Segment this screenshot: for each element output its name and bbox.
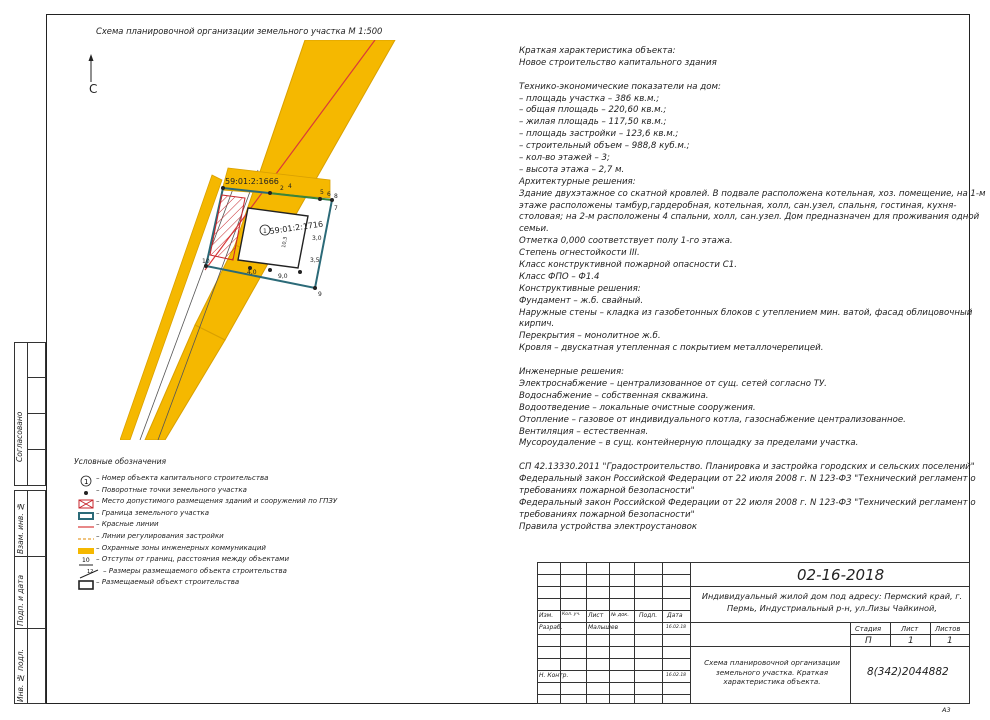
- legend-item: – Поворотные точки земельного участка: [96, 485, 247, 494]
- description-line: требованиях пожарной безопасности": [519, 509, 695, 520]
- description-line: Архитектурные решения:: [519, 176, 636, 187]
- hdr-izm: Изм.: [539, 612, 554, 619]
- doc-code: 02-16-2018: [797, 566, 885, 584]
- svg-text:1: 1: [84, 478, 89, 486]
- svg-text:5: 5: [320, 189, 324, 196]
- list-value: 1: [908, 636, 914, 646]
- svg-text:59:01:2:1666: 59:01:2:1666: [225, 177, 279, 186]
- hdr-kol: Кол. уч.: [562, 612, 581, 617]
- phone: 8(342)2044882: [867, 666, 949, 678]
- building-object-icon: [78, 576, 94, 595]
- svg-text:4,0: 4,0: [247, 269, 257, 276]
- description-line: Правила устройства электроустановок: [519, 521, 698, 532]
- svg-text:6: 6: [327, 191, 331, 198]
- listov-header: Листов: [935, 625, 961, 633]
- object-description: [519, 46, 986, 534]
- hdr-list: Лист: [588, 612, 604, 619]
- description-line: Инженерные решения:: [519, 367, 625, 378]
- description-line: Класс конструктивной пожарной опасности С1.: [519, 260, 737, 271]
- listov-value: 1: [947, 636, 953, 646]
- razrab-date: 16.02.18: [666, 625, 687, 630]
- description-line: Новое строительство капитального здания: [519, 57, 717, 68]
- description-line: Электроснабжение – централизованное от сущ. сетей согласно ТУ.: [519, 378, 827, 389]
- hdr-data: Дата: [667, 612, 683, 619]
- object-address: Индивидуальный жилой дом под адресу: Пермский край, г. Пермь, Индустриальный р-н, ул.Лизы Чайкиной,: [701, 591, 963, 613]
- nkontr-date: 16.02.18: [666, 673, 687, 678]
- description-line: Краткая характеристика объекта:: [519, 46, 676, 56]
- description-line: Вентиляция – естественная.: [519, 426, 649, 437]
- north-arrow-icon: [86, 54, 96, 84]
- description-line: Конструктивные решения:: [519, 283, 641, 294]
- svg-text:4: 4: [288, 183, 292, 190]
- description-line: Технико-экономические показатели на дом:: [519, 81, 721, 92]
- svg-text:7: 7: [334, 205, 338, 212]
- description-line: – жилая площадь – 117,50 кв.м.;: [519, 117, 667, 128]
- description-line: семьи.: [519, 224, 549, 235]
- description-line: – общая площадь – 220,60 кв.м.;: [519, 105, 667, 116]
- approval-column: [14, 342, 46, 704]
- svg-text:9: 9: [318, 291, 322, 298]
- legend-item: – Красные линии: [96, 520, 159, 529]
- description-line: столовая; на 2-м расположены 4 спальни, холл, сан.узел. Дом предназначен для проживания одной: [519, 212, 980, 223]
- description-line: [519, 70, 959, 82]
- building: [238, 208, 308, 268]
- svg-text:10: 10: [202, 258, 210, 265]
- description-line: Класс ФПО – Ф1.4: [519, 271, 600, 282]
- sheet-title: Схема планировочной организации земельного участка. Краткая характеристика объекта.: [704, 658, 840, 687]
- description-line: Кровля – двускатная утепленная с покрытием металлочерепицей.: [519, 343, 824, 354]
- description-line: – кол-во этажей – 3;: [519, 153, 610, 164]
- description-line: Здание двухэтажное со скатной кровлей. В подвале расположена котельная, хоз. помещение, на 1-м: [519, 188, 986, 199]
- svg-text:3,5: 3,5: [310, 257, 320, 264]
- stage-value: П: [865, 636, 872, 646]
- svg-text:3,0: 3,0: [312, 235, 322, 242]
- description-line: кирпич.: [519, 319, 555, 330]
- legend-item: – Охранные зоны инженерных коммуникаций: [96, 543, 266, 552]
- description-line: СП 42.13330.2011 "Градостроительство. Планировка и застройка городских и сельских поселений": [519, 462, 975, 473]
- svg-text:9,0: 9,0: [278, 273, 288, 280]
- legend-item: – Номер объекта капитального строительства: [96, 474, 269, 482]
- svg-text:8: 8: [334, 193, 338, 200]
- razrab-name: Малышев: [588, 624, 619, 631]
- description-line: этаже расположены тамбур,гардеробная, котельная, холл, сан.узел, спальня, гостиная, кухня-: [519, 200, 957, 211]
- stage-header: Стадия: [855, 625, 882, 633]
- legend-item: – Размеры размещаемого объекта строительства: [103, 566, 287, 575]
- description-line: – строительный объем – 988,8 куб.м.;: [519, 141, 690, 152]
- svg-text:59:01:2:1716: 59:01:2:1716: [269, 219, 324, 236]
- list-header: Лист: [901, 625, 919, 633]
- legend-item: – Размещаемый объект строительства: [96, 578, 240, 587]
- svg-text:10,3: 10,3: [281, 236, 289, 249]
- legend-item: – Линии регулирования застройки: [96, 532, 224, 540]
- description-line: Перекрытия – монолитное ж.б.: [519, 331, 661, 342]
- hdr-podp: Подп.: [639, 612, 658, 619]
- hdr-ndok: № док.: [611, 612, 629, 618]
- inv-orig-label: Инв. № подл.: [16, 649, 25, 702]
- description-line: [519, 450, 959, 462]
- svg-text:10: 10: [82, 557, 90, 565]
- razrab-label: Разраб.: [539, 624, 563, 631]
- description-line: – высота этажа – 2,7 м.: [519, 164, 625, 175]
- description-line: требованиях пожарной безопасности": [519, 485, 695, 496]
- description-line: Мусороудаление – в сущ. контейнерную площадку за пределами участка.: [519, 438, 859, 449]
- svg-text:1: 1: [263, 228, 267, 235]
- description-line: Отопление – газовое от индивидуального котла, газоснабжение централизованное.: [519, 414, 906, 425]
- description-line: – площадь застройки – 123,6 кв.м.;: [519, 129, 679, 140]
- legend-item: – Граница земельного участка: [96, 508, 210, 517]
- description-line: Отметка 0,000 соответствует полу 1-го этажа.: [519, 236, 733, 247]
- title-block: [537, 562, 970, 704]
- svg-text:12: 12: [87, 568, 94, 575]
- site-plan: [120, 40, 450, 440]
- inv-vzam-label: Взам. инв. №: [16, 501, 25, 554]
- legend-title: Условные обозначения: [74, 457, 167, 466]
- north-label: С: [89, 82, 98, 96]
- plan-title: Схема планировочной организации земельного участка М 1:500: [96, 26, 383, 36]
- agreed-label: Согласовано: [15, 411, 24, 462]
- description-line: [519, 355, 959, 367]
- description-line: Водоснабжение – собственная скважина.: [519, 390, 709, 401]
- description-line: Наружные стены – кладка из газобетонных блоков с утеплением мин. ватой, фасад облицовочный: [519, 307, 973, 318]
- nkontr-label: Н. Контр.: [539, 672, 569, 679]
- description-line: Степень огнестойкости III.: [519, 248, 640, 259]
- svg-text:2: 2: [280, 185, 284, 192]
- description-line: Водоотведение – локальные очистные сооружения.: [519, 402, 756, 413]
- description-line: – площадь участка – 386 кв.м.;: [519, 93, 660, 104]
- legend-item: – Место допустимого размещения зданий и сооружений по ГПЗУ: [96, 497, 338, 506]
- description-line: Федеральный закон Российской Федерации от 22 июля 2008 г. N 123-ФЗ "Технический регламент о: [519, 497, 976, 508]
- description-line: Федеральный закон Российской Федерации от 22 июля 2008 г. N 123-ФЗ "Технический регламент о: [519, 474, 976, 485]
- sign-date-label: Подп. и дата: [16, 574, 25, 626]
- description-line: Фундамент – ж.б. свайный.: [519, 295, 644, 306]
- legend-item: – Отступы от границ, расстояния между объектами: [96, 555, 289, 564]
- sheet-format: А3: [942, 706, 951, 714]
